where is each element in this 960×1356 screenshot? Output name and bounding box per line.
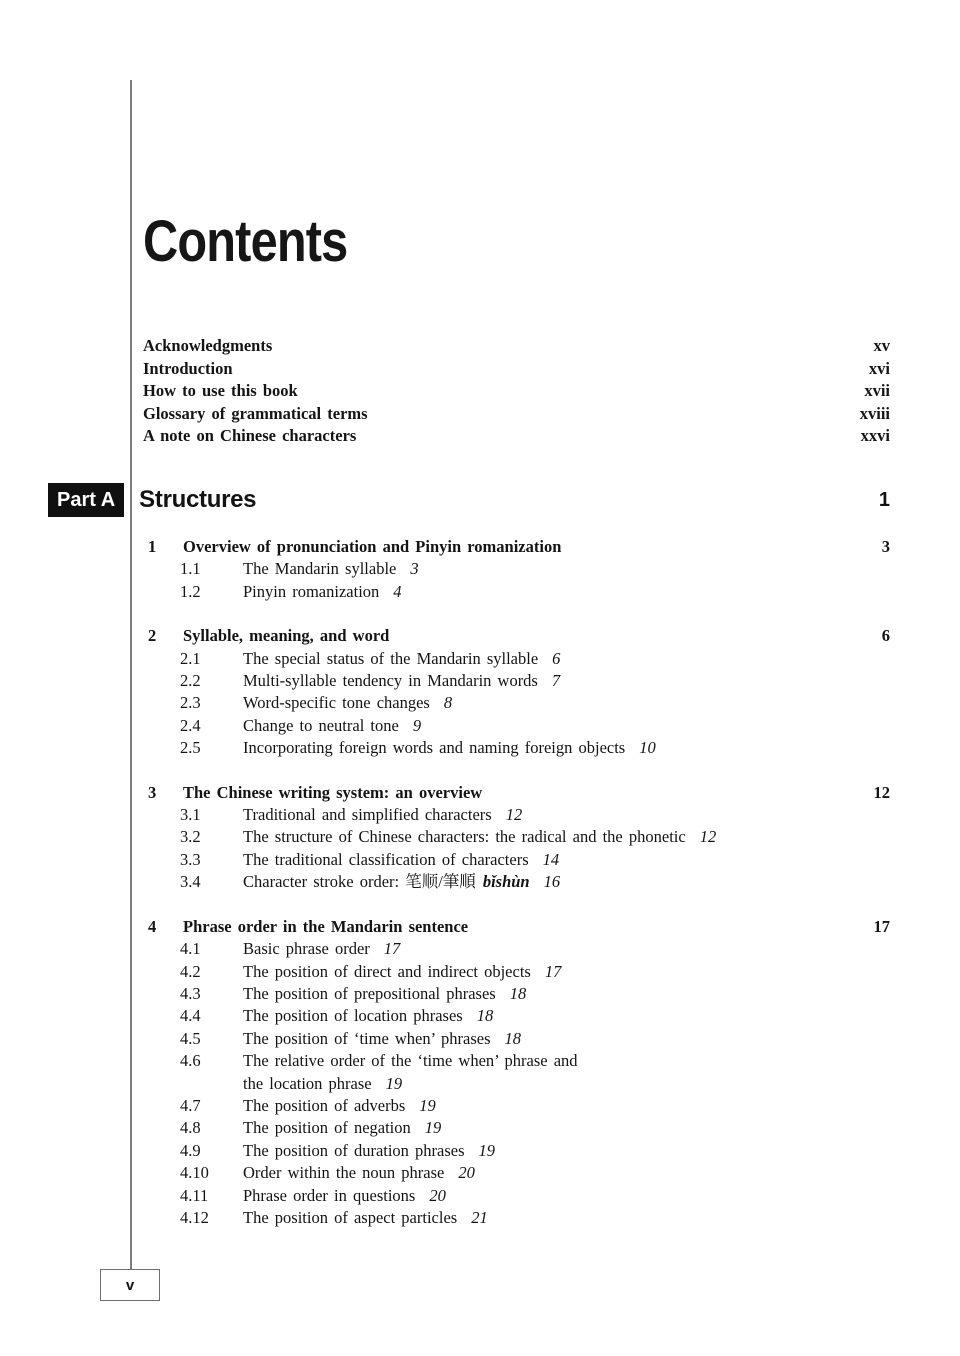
toc-section-row — [143, 715, 890, 737]
section-title: The position of prepositional phrases — [243, 983, 496, 1003]
section-text — [243, 1117, 890, 1139]
chapter-heading — [143, 782, 890, 804]
section-page-number: 9 — [412, 715, 422, 735]
section-text — [243, 938, 890, 960]
section-text — [243, 983, 890, 1005]
section-number: 4.6 — [180, 1051, 201, 1071]
chapter-list — [143, 536, 890, 1229]
front-matter-label: A note on Chinese characters — [143, 426, 357, 446]
part-title: Structures — [139, 486, 257, 513]
section-page-number: 18 — [504, 1028, 522, 1048]
front-matter-item — [143, 380, 890, 403]
chapter-entry — [143, 536, 890, 603]
front-matter-item — [143, 403, 890, 426]
chapter-page-number: 12 — [873, 782, 890, 802]
section-page-number: 7 — [551, 671, 561, 691]
part-page-number: 1 — [878, 488, 890, 511]
section-page-number: 17 — [544, 961, 562, 981]
part-badge: Part A — [48, 483, 124, 517]
section-number: 4.5 — [180, 1028, 201, 1048]
section-text — [243, 1005, 890, 1027]
section-number: 3.1 — [180, 805, 201, 825]
toc-section-row — [143, 670, 890, 692]
chapter-number: 4 — [148, 916, 157, 936]
section-title-line2: the location phrase — [243, 1073, 372, 1093]
section-page-number: 19 — [419, 1095, 436, 1115]
section-number: 4.1 — [180, 939, 201, 959]
section-number: 4.4 — [180, 1006, 201, 1026]
toc-section-row — [143, 871, 890, 893]
front-matter-item — [143, 358, 890, 381]
page-number-box — [100, 1269, 160, 1301]
page-title: Contents — [143, 209, 348, 274]
toc-section-row — [143, 558, 890, 580]
section-title: Pinyin romanization — [243, 581, 380, 601]
chapter-number: 1 — [148, 537, 157, 556]
front-matter-label: How to use this book — [143, 381, 298, 401]
chapter-title: Overview of pronunciation and Pinyin romanization — [183, 537, 562, 556]
part-heading-row — [48, 483, 890, 517]
section-page-number: 12 — [699, 827, 717, 847]
section-text — [243, 1028, 890, 1050]
front-matter-page: xvi — [868, 358, 890, 378]
section-title: The position of location phrases — [243, 1006, 463, 1026]
section-page-number: 17 — [383, 939, 401, 959]
front-matter-page: xviii — [859, 403, 890, 423]
section-number: 2.3 — [180, 693, 201, 713]
section-page-number: 18 — [476, 1006, 494, 1026]
section-page-number: 16 — [543, 872, 561, 892]
section-page-number: 19 — [424, 1118, 442, 1138]
section-text — [243, 692, 890, 714]
section-title: Change to neutral tone — [243, 715, 399, 735]
section-text — [243, 648, 890, 670]
section-title: The Mandarin syllable — [243, 559, 397, 579]
section-number: 4.8 — [180, 1118, 201, 1138]
section-text — [243, 826, 890, 848]
toc-section-row — [143, 849, 890, 871]
toc-section-row — [143, 1095, 890, 1117]
toc-section-row — [143, 581, 890, 603]
section-page-number: 12 — [505, 805, 523, 825]
section-title: The position of duration phrases — [243, 1140, 465, 1160]
section-title: Incorporating foreign words and naming foreign objects — [243, 738, 626, 758]
section-text — [243, 1095, 890, 1117]
section-text — [243, 804, 890, 826]
chapter-entry — [143, 625, 890, 759]
section-page-number: 20 — [458, 1163, 475, 1183]
section-pinyin: bǐshùn — [482, 872, 530, 892]
section-text — [243, 871, 890, 893]
toc-section-row — [143, 804, 890, 826]
section-text — [243, 1185, 890, 1207]
section-number: 2.5 — [180, 738, 201, 758]
section-number: 4.9 — [180, 1140, 201, 1160]
section-page-number: 8 — [443, 693, 453, 713]
chapter-heading — [143, 536, 890, 558]
chapter-number: 3 — [148, 782, 157, 802]
section-text — [243, 737, 890, 759]
section-number: 2.4 — [180, 715, 201, 735]
section-text — [243, 715, 890, 737]
section-title: Basic phrase order — [243, 939, 370, 959]
section-number: 4.7 — [180, 1095, 201, 1115]
toc-section-row — [143, 1207, 890, 1229]
front-matter-item — [143, 335, 890, 358]
section-text — [243, 1162, 890, 1184]
section-title: Multi-syllable tendency in Mandarin words — [243, 671, 538, 691]
section-text — [243, 849, 890, 871]
chapter-entry — [143, 916, 890, 1230]
toc-section-row — [143, 826, 890, 848]
section-number: 3.4 — [180, 872, 201, 892]
toc-section-row — [143, 1185, 890, 1207]
section-title: The position of direct and indirect objects — [243, 961, 531, 981]
toc-section-row — [143, 983, 890, 1005]
toc-section-row — [143, 1005, 890, 1027]
section-page-number: 6 — [552, 648, 561, 668]
section-page-number: 3 — [410, 559, 419, 579]
chapter-title: Phrase order in the Mandarin sentence — [183, 916, 469, 936]
toc-section-row — [143, 737, 890, 759]
chapter-heading — [143, 625, 890, 647]
section-title: Traditional and simplified characters — [243, 805, 492, 825]
section-page-number: 4 — [393, 581, 402, 601]
section-title: The position of aspect particles — [243, 1207, 458, 1227]
section-title: The structure of Chinese characters: the radical and the phonetic — [243, 827, 686, 847]
section-number: 3.2 — [180, 827, 201, 847]
section-number: 4.3 — [180, 983, 201, 1003]
front-matter-page: xv — [873, 336, 890, 355]
front-matter-label: Glossary of grammatical terms — [143, 403, 368, 423]
section-number: 1.2 — [180, 581, 201, 601]
front-matter-item — [143, 425, 890, 448]
section-text — [243, 961, 890, 983]
section-text — [243, 1140, 890, 1162]
section-number: 2.1 — [180, 648, 201, 668]
toc-section-row — [143, 648, 890, 670]
front-matter-label: Introduction — [143, 358, 233, 378]
section-page-number: 14 — [542, 849, 560, 869]
left-margin-rule — [130, 80, 132, 1269]
toc-section-row — [143, 1140, 890, 1162]
toc-section-row — [143, 938, 890, 960]
section-number: 4.12 — [180, 1207, 209, 1227]
section-page-number: 20 — [429, 1185, 446, 1205]
chapter-page-number: 3 — [881, 537, 890, 556]
section-title: Phrase order in questions — [243, 1185, 416, 1205]
section-page-number: 10 — [639, 738, 656, 758]
section-text — [243, 670, 890, 692]
front-matter-page: xvii — [864, 381, 890, 401]
section-text — [243, 1207, 890, 1229]
section-number: 3.3 — [180, 849, 201, 869]
section-number: 4.10 — [180, 1163, 209, 1183]
section-title: The special status of the Mandarin syllable — [243, 648, 539, 668]
section-title: The traditional classification of characters — [243, 849, 529, 869]
chapter-page-number: 17 — [873, 916, 890, 936]
section-page-number: 19 — [385, 1073, 403, 1093]
chapter-entry — [143, 782, 890, 894]
section-text — [243, 1050, 890, 1095]
section-title: The position of negation — [243, 1118, 411, 1138]
section-page-number: 21 — [471, 1207, 488, 1227]
chapter-number: 2 — [148, 626, 157, 646]
section-title: The position of ‘time when’ phrases — [243, 1028, 491, 1048]
section-title: Word-specific tone changes — [243, 693, 430, 713]
chapter-heading — [143, 916, 890, 938]
chapter-page-number: 6 — [881, 626, 890, 646]
section-title: Order within the noun phrase — [243, 1163, 445, 1183]
front-matter-label: Acknowledgments — [143, 336, 273, 355]
section-number: 1.1 — [180, 559, 201, 579]
section-title: Character stroke order: 笔顺/筆順 — [243, 872, 476, 892]
toc-section-row — [143, 1117, 890, 1139]
toc-section-row — [143, 692, 890, 714]
section-page-number: 18 — [509, 983, 527, 1003]
chapter-title: The Chinese writing system: an overview — [183, 782, 483, 802]
front-matter-list — [143, 335, 890, 448]
section-title: The position of adverbs — [243, 1095, 406, 1115]
section-number: 4.11 — [180, 1185, 209, 1205]
toc-section-row — [143, 961, 890, 983]
page-number-label: v — [125, 1276, 135, 1294]
section-number: 4.2 — [180, 961, 201, 981]
toc-section-row — [143, 1162, 890, 1184]
chapter-title: Syllable, meaning, and word — [183, 626, 390, 646]
front-matter-page: xxvi — [860, 426, 890, 446]
section-text — [243, 558, 890, 580]
section-number: 2.2 — [180, 671, 201, 691]
toc-section-row — [143, 1028, 890, 1050]
toc-section-row — [143, 1050, 890, 1095]
section-text — [243, 581, 890, 603]
section-title: The relative order of the ‘time when’ phrase and — [243, 1051, 578, 1071]
section-page-number: 19 — [478, 1140, 496, 1160]
